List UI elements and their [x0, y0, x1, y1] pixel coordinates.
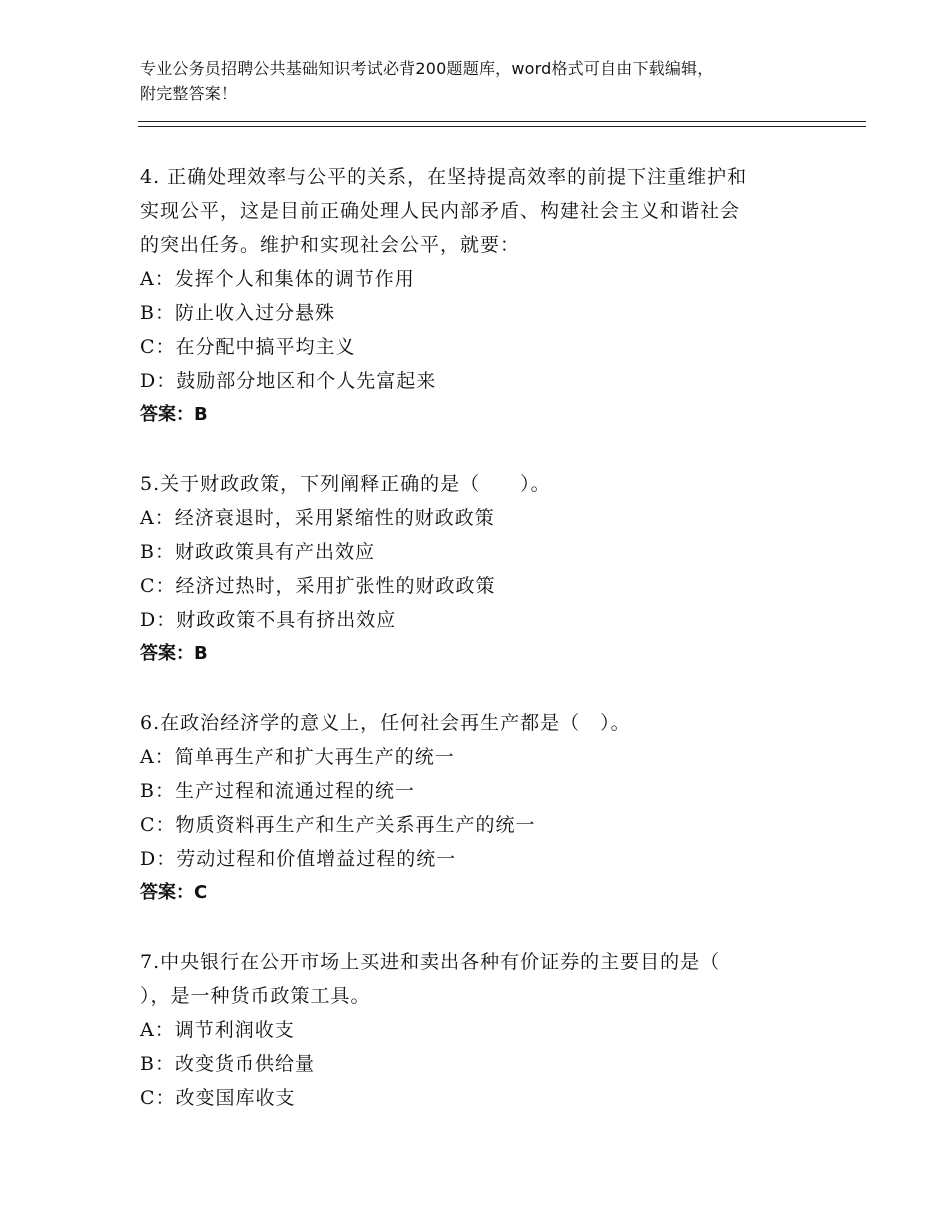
document-header: [140, 56, 800, 106]
answer-label: 答案：: [140, 404, 194, 425]
option-c: C：经济过热时，采用扩张性的财政政策: [140, 575, 496, 597]
option-d: D：财政政策不具有挤出效应: [140, 609, 397, 631]
question-5: [140, 467, 840, 671]
answer-label: 答案：: [140, 882, 194, 903]
option-c: C：在分配中搞平均主义: [140, 336, 356, 358]
answer-line: [140, 637, 840, 671]
answer-value: B: [194, 643, 208, 664]
question-stem-line: 4. 正确处理效率与公平的关系，在坚持提高效率的前提下注重维护和: [140, 166, 748, 188]
question-stem-line: 6.在政治经济学的意义上，任何社会再生产都是（ ）。: [140, 712, 631, 734]
option-d: D：劳动过程和价值增益过程的统一: [140, 848, 457, 870]
question-4: [140, 160, 840, 432]
question-stem-line: 5.关于财政政策，下列阐释正确的是（ ）。: [140, 473, 551, 495]
option-b: B：改变货币供给量: [140, 1053, 315, 1075]
answer-value: C: [194, 882, 208, 903]
option-a: A：经济衰退时，采用紧缩性的财政政策: [140, 507, 495, 529]
answer-value: B: [194, 404, 208, 425]
answer-label: 答案：: [140, 643, 194, 664]
question-stem-line: 的突出任务。维护和实现社会公平，就要：: [140, 234, 521, 256]
answer-line: [140, 876, 840, 910]
option-a: A：调节利润收支: [140, 1019, 295, 1041]
question-6: [140, 706, 840, 910]
option-a: A：简单再生产和扩大再生产的统一: [140, 746, 455, 768]
question-stem-line: 7.中央银行在公开市场上买进和卖出各种有价证券的主要目的是（: [140, 951, 721, 973]
option-b: B：财政政策具有产出效应: [140, 541, 375, 563]
question-7: [140, 945, 840, 1115]
option-c: C：物质资料再生产和生产关系再生产的统一: [140, 814, 536, 836]
option-a: A：发挥个人和集体的调节作用: [140, 268, 415, 290]
answer-line: [140, 398, 840, 432]
question-stem-line: 实现公平，这是目前正确处理人民内部矛盾、构建社会主义和谐社会: [140, 200, 741, 222]
header-divider: [138, 121, 866, 127]
question-stem-line: ），是一种货币政策工具。: [140, 985, 371, 1007]
header-line-2: 附完整答案！: [140, 84, 238, 103]
option-b: B：生产过程和流通过程的统一: [140, 780, 415, 802]
option-c: C：改变国库收支: [140, 1087, 296, 1109]
option-d: D：鼓励部分地区和个人先富起来: [140, 370, 437, 392]
header-line-1: 专业公务员招聘公共基础知识考试必背200题题库，word格式可自由下载编辑，: [140, 59, 714, 78]
option-b: B：防止收入过分悬殊: [140, 302, 335, 324]
